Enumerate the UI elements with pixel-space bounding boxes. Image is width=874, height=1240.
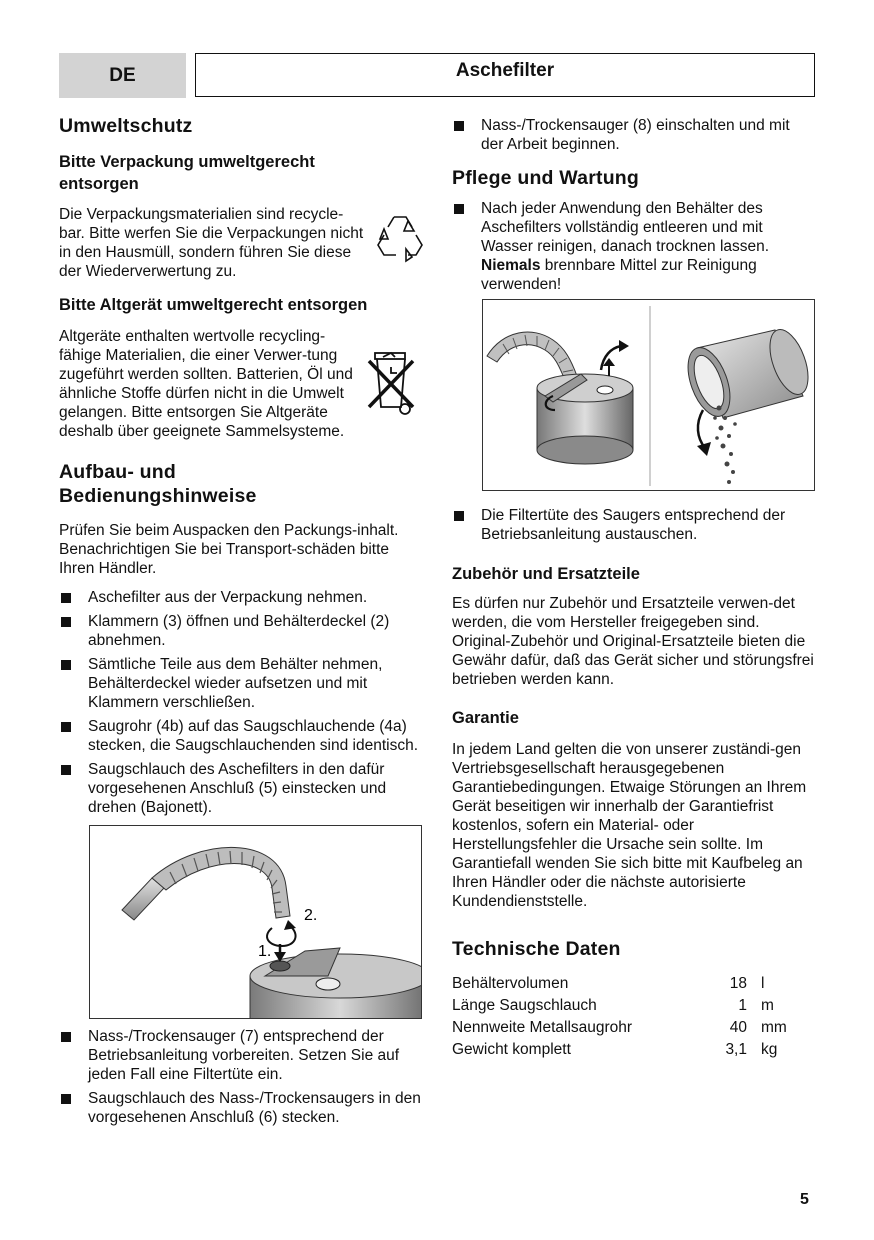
language-tab: DE [59,53,186,98]
tech-data-table [452,974,816,1062]
warranty-heading: Garantie [452,709,519,727]
care-text: Nach jeder Anwendung den Behälter des Aschefilters vollständig entleeren und mit Wasser reinigen, danach trocknen lassen. [481,200,770,255]
tech-unit: kg [761,1041,778,1058]
page-number: 5 [800,1191,809,1208]
list-item: Nass-/Trockensauger (7) entsprechend der Betriebsanleitung vorbereiten. Setzen Sie auf jeden Fall eine Filtertüte ein. [59,1027,423,1084]
care-heading: Pflege und Wartung [452,167,640,189]
left-column [59,113,423,1132]
hose-assembly-illustration [90,826,422,1019]
care-warning-bold: Niemals [481,257,541,274]
crossed-bin-icon [361,343,421,419]
recycle-icon [372,211,428,263]
accessories-heading: Zubehör und Ersatzteile [452,565,640,583]
packaging-text: Die Verpackungsmaterialien sind recycle-bar. Bitte werfen Sie die Verpackungen nicht in den Hausmüll, sondern führen Sie diese der Wiederverwertung zu. [59,206,364,280]
tech-heading: Technische Daten [452,938,621,960]
list-item: Die Filtertüte des Saugers entsprechend der Betriebsanleitung austauschen. [452,506,816,544]
old-device-text: Altgeräte enthalten wertvolle recycling-fähige Materialien, die einer Verwer-tung zugeführt werden sollten. Batterien, Öl und ähnliche Stoffe dürfen nicht in die Umwelt gelangen. Bitte entsorgen Sie Altgeräte deshalb über geeignete Sammelsysteme. [59,328,353,440]
right-column [452,113,816,1062]
setup-steps [59,588,423,817]
setup-heading: Aufbau- und Bedienungshinweise [59,461,257,507]
start-step [452,116,816,154]
tech-label: Länge Saugschlauch [452,997,597,1014]
tech-value: 18 [729,975,747,992]
old-device-heading: Bitte Altgerät umweltgerecht entsorgen [59,296,368,314]
tech-value: 1 [738,997,747,1014]
tech-unit: m [761,997,774,1014]
list-item: Saugschlauch des Aschefilters in den dafür vorgesehenen Anschluß (5) einstecken und drehen (Bajonett). [59,760,423,817]
list-item: Aschefilter aus der Verpackung nehmen. [59,588,423,607]
list-item: Saugschlauch des Nass-/Trockensaugers in den vorgesehenen Anschluß (6) stecken. [59,1089,423,1127]
warranty-text: In jedem Land gelten die von unserer zuständi-gen Vertriebsgesellschaft herausgegebenen Garantiebedingungen. Etwaige Störungen an Ihrem Gerät beseitigen wir innerhalb der Garantiefrist kostenlos, sofern ein Material- oder Herstellungsfehler die Ursache sein sollte. Im Garantiefall wenden Sie sich bitte mit Kaufbeleg an Ihren Händler oder die nächste autorisierte Kundendienststelle. [452,741,807,910]
tech-unit: l [761,975,765,992]
env-heading: Umweltschutz [59,115,193,137]
tech-label: Gewicht komplett [452,1041,571,1058]
tech-value: 3,1 [725,1041,747,1058]
table-row [452,1040,816,1062]
tech-label: Behältervolumen [452,975,569,992]
accessories-text: Es dürfen nur Zubehör und Ersatzteile verwen-det werden, die vom Hersteller freigegeben sind. Original-Zubehör und Original-Ersatzteile bieten die Gewähr dafür, daß das Gerät sicher und störungsfrei betrieben werden kann. [452,595,814,688]
setup-text: Prüfen Sie beim Auspacken den Packungs-inhalt. Benachrichtigen Sie bei Transport-schäden bitte Ihren Händler. [59,522,399,577]
list-item: Nass-/Trockensauger (8) einschalten und mit der Arbeit beginnen. [452,116,816,154]
table-row [452,974,816,996]
packaging-heading: Bitte Verpackung umweltgerecht entsorgen [59,153,315,193]
tech-label: Nennweite Metallsaugrohr [452,1019,633,1036]
page-title: Aschefilter [195,53,815,97]
filter-step [452,506,816,544]
figure-label-2: 2. [304,907,318,924]
hose-assembly-figure [89,825,422,1019]
tech-unit: mm [761,1019,787,1036]
prepare-steps [59,1027,423,1127]
tech-value: 40 [729,1019,747,1036]
list-item: Sämtliche Teile aus dem Behälter nehmen, Behälterdeckel wieder aufsetzen und mit Klammern verschließen. [59,655,423,712]
table-row [452,996,816,1018]
cleaning-illustration [483,300,815,491]
list-item: Saugrohr (4b) auf das Saugschlauchende (4a) stecken, die Saugschlauchenden sind identisch. [59,717,423,755]
figure-label-1: 1. [258,943,272,960]
list-item [452,199,816,294]
list-item: Klammern (3) öffnen und Behälterdeckel (2) abnehmen. [59,612,423,650]
table-row [452,1018,816,1040]
cleaning-figure [482,299,815,491]
care-steps [452,199,816,294]
care-warning-text: brennbare Mittel zur Reinigung verwenden! [481,257,757,293]
